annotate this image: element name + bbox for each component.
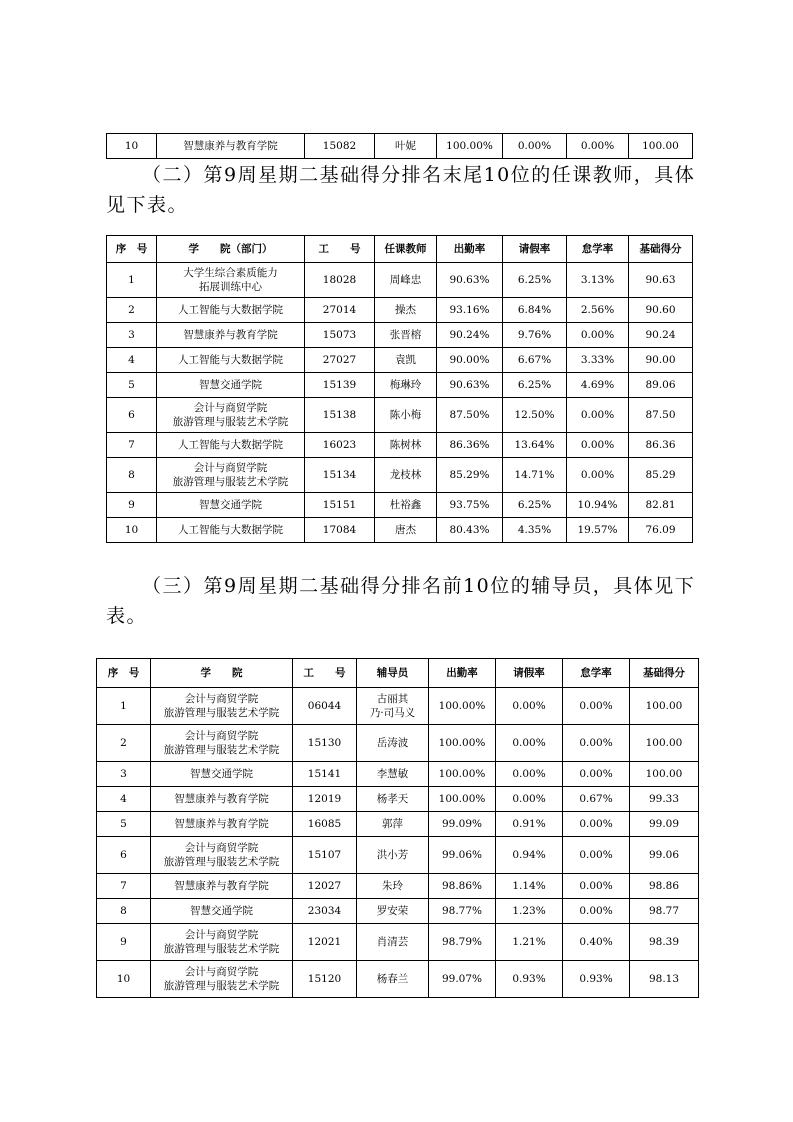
employee-id: 27027 — [305, 348, 375, 373]
truancy-rate: 0.00% — [567, 458, 629, 493]
name-cell-line: 朱玲 — [382, 880, 403, 892]
college-cell-line: 旅游管理与服装艺术学院 — [172, 476, 289, 488]
name-cell: 唐杰 — [375, 518, 437, 543]
table-row — [97, 762, 699, 787]
table-row — [107, 398, 693, 433]
college-cell — [157, 263, 305, 298]
employee-id: 17084 — [305, 518, 375, 543]
employee-id: 15107 — [293, 837, 357, 874]
college-cell-line: 智慧康养与教育学院 — [174, 880, 269, 892]
truancy-rate: 4.69% — [567, 373, 629, 398]
section2-heading: （二）第9周星期二基础得分排名末尾10位的任课教师，具体见下表。 — [106, 164, 696, 216]
employee-id: 15151 — [305, 493, 375, 518]
table-row — [97, 899, 699, 924]
college-cell — [157, 373, 305, 398]
column-header: 序 号 — [97, 659, 151, 688]
college-cell-line: 智慧交通学院 — [190, 905, 253, 917]
attendance-rate: 93.16% — [437, 298, 503, 323]
name-cell — [357, 787, 429, 812]
row-number: 1 — [107, 263, 157, 298]
college-cell — [151, 725, 293, 762]
college-cell-line: 智慧交通学院 — [199, 499, 262, 511]
base-score: 82.81 — [629, 493, 693, 518]
college-cell — [157, 518, 305, 543]
college-cell — [157, 458, 305, 493]
college-cell — [151, 874, 293, 899]
truancy-rate: 0.00% — [563, 899, 630, 924]
table-row — [97, 837, 699, 874]
truancy-rate: 0.00% — [567, 433, 629, 458]
name-cell: 袁凯 — [375, 348, 437, 373]
base-score: 76.09 — [629, 518, 693, 543]
attendance-rate: 100.00% — [437, 134, 503, 159]
employee-id: 15082 — [305, 134, 375, 159]
college-cell-line: 拓展训练中心 — [199, 281, 262, 293]
employee-id: 15120 — [293, 961, 357, 998]
attendance-rate: 87.50% — [437, 398, 503, 433]
table-header-row — [97, 659, 699, 688]
row-number: 9 — [107, 493, 157, 518]
employee-id: 15139 — [305, 373, 375, 398]
name-cell — [357, 688, 429, 725]
attendance-rate: 90.63% — [437, 263, 503, 298]
column-header: 出勤率 — [437, 236, 503, 263]
attendance-rate: 100.00% — [429, 688, 496, 725]
row-number: 8 — [107, 458, 157, 493]
name-cell-line: 李慧敏 — [376, 768, 409, 780]
truancy-rate: 10.94% — [567, 493, 629, 518]
college-cell-line: 人工智能与大数据学院 — [178, 304, 283, 316]
table-row — [97, 961, 699, 998]
attendance-rate: 98.86% — [429, 874, 496, 899]
table-row — [107, 323, 693, 348]
college-cell-line: 智慧康养与教育学院 — [174, 793, 269, 805]
column-header: 工 号 — [293, 659, 357, 688]
employee-id: 15138 — [305, 398, 375, 433]
attendance-rate: 98.79% — [429, 924, 496, 961]
name-cell-line: 罗安荣 — [376, 905, 409, 917]
table-row — [107, 518, 693, 543]
name-cell-line: 岳涛波 — [376, 737, 409, 749]
college-cell-line: 会计与商贸学院 — [184, 730, 259, 742]
employee-id: 06044 — [293, 688, 357, 725]
base-score: 87.50 — [629, 398, 693, 433]
base-score: 98.13 — [630, 961, 699, 998]
truancy-rate: 0.40% — [563, 924, 630, 961]
name-cell: 周峰忠 — [375, 263, 437, 298]
row-number: 7 — [107, 433, 157, 458]
college-cell-line: 会计与商贸学院 — [184, 929, 259, 941]
row-number: 9 — [97, 924, 151, 961]
row-number: 10 — [97, 961, 151, 998]
attendance-rate: 100.00% — [429, 787, 496, 812]
table-row — [97, 725, 699, 762]
base-score: 98.39 — [630, 924, 699, 961]
college-cell — [157, 398, 305, 433]
table-row — [107, 348, 693, 373]
row-number: 6 — [107, 398, 157, 433]
row-number: 10 — [107, 518, 157, 543]
college-cell — [151, 762, 293, 787]
college-cell — [151, 899, 293, 924]
truancy-rate: 0.67% — [563, 787, 630, 812]
college-cell — [151, 924, 293, 961]
leave-rate: 6.67% — [503, 348, 567, 373]
base-score: 90.00 — [629, 348, 693, 373]
employee-id: 12019 — [293, 787, 357, 812]
truancy-rate: 0.00% — [563, 812, 630, 837]
row-number: 2 — [107, 298, 157, 323]
column-header: 请假率 — [496, 659, 563, 688]
leave-rate: 14.71% — [503, 458, 567, 493]
name-cell-line: 杨孝天 — [376, 793, 409, 805]
column-header: 出勤率 — [429, 659, 496, 688]
leave-rate: 6.25% — [503, 373, 567, 398]
name-cell-line: 古丽其 — [376, 693, 409, 705]
leave-rate: 4.35% — [503, 518, 567, 543]
table-row — [107, 458, 693, 493]
attendance-rate: 98.77% — [429, 899, 496, 924]
leave-rate: 0.00% — [496, 725, 563, 762]
college-cell — [157, 298, 305, 323]
name-cell — [357, 725, 429, 762]
truancy-rate: 0.93% — [563, 961, 630, 998]
table-row — [107, 134, 693, 159]
base-score: 100.00 — [630, 688, 699, 725]
leave-rate: 0.00% — [496, 787, 563, 812]
college-cell — [157, 493, 305, 518]
row-number: 4 — [97, 787, 151, 812]
name-cell: 陈小梅 — [375, 398, 437, 433]
leave-rate: 12.50% — [503, 398, 567, 433]
college-cell-line: 会计与商贸学院 — [184, 693, 259, 705]
attendance-rate: 90.00% — [437, 348, 503, 373]
college-cell: 智慧康养与教育学院 — [157, 134, 305, 159]
truancy-rate: 0.00% — [567, 323, 629, 348]
leave-rate: 0.00% — [503, 134, 567, 159]
table-row — [97, 924, 699, 961]
column-header: 任课教师 — [375, 236, 437, 263]
name-cell: 杜裕鑫 — [375, 493, 437, 518]
college-cell-line: 旅游管理与服装艺术学院 — [163, 856, 280, 868]
base-score: 90.63 — [629, 263, 693, 298]
attendance-rate: 90.24% — [437, 323, 503, 348]
row-number: 3 — [97, 762, 151, 787]
attendance-rate: 99.06% — [429, 837, 496, 874]
row-number: 7 — [97, 874, 151, 899]
college-cell-line: 旅游管理与服装艺术学院 — [163, 943, 280, 955]
employee-id: 16023 — [305, 433, 375, 458]
college-cell-line: 旅游管理与服装艺术学院 — [163, 744, 280, 756]
truancy-rate: 0.00% — [563, 725, 630, 762]
leave-rate: 1.23% — [496, 899, 563, 924]
college-cell-line: 智慧交通学院 — [199, 379, 262, 391]
section3-heading: （三）第9周星期二基础得分排名前10位的辅导员，具体见下表。 — [106, 575, 696, 627]
table-row — [97, 688, 699, 725]
row-number: 6 — [97, 837, 151, 874]
previous-table-last-row — [106, 133, 693, 159]
column-header: 学 院（部门） — [157, 236, 305, 263]
truancy-rate: 0.00% — [563, 837, 630, 874]
column-header: 学 院 — [151, 659, 293, 688]
base-score: 99.33 — [630, 787, 699, 812]
attendance-rate: 100.00% — [429, 725, 496, 762]
employee-id: 18028 — [305, 263, 375, 298]
table-row — [107, 433, 693, 458]
row-number: 5 — [97, 812, 151, 837]
base-score: 99.06 — [630, 837, 699, 874]
college-cell-line: 旅游管理与服装艺术学院 — [172, 416, 289, 428]
table-row — [107, 263, 693, 298]
row-number: 2 — [97, 725, 151, 762]
name-cell: 梅琳玲 — [375, 373, 437, 398]
attendance-rate: 90.63% — [437, 373, 503, 398]
leave-rate: 9.76% — [503, 323, 567, 348]
college-cell — [151, 812, 293, 837]
college-cell-line: 旅游管理与服装艺术学院 — [163, 980, 280, 992]
name-cell — [357, 899, 429, 924]
row-number: 10 — [107, 134, 157, 159]
employee-id: 12021 — [293, 924, 357, 961]
row-number: 5 — [107, 373, 157, 398]
attendance-rate: 85.29% — [437, 458, 503, 493]
column-header: 怠学率 — [563, 659, 630, 688]
college-cell-line: 人工智能与大数据学院 — [178, 439, 283, 451]
employee-id: 16085 — [293, 812, 357, 837]
leave-rate: 0.91% — [496, 812, 563, 837]
attendance-rate: 100.00% — [429, 762, 496, 787]
column-header: 请假率 — [503, 236, 567, 263]
column-header: 序 号 — [107, 236, 157, 263]
table-row — [107, 493, 693, 518]
base-score: 98.77 — [630, 899, 699, 924]
truancy-rate: 0.00% — [563, 762, 630, 787]
college-cell — [157, 323, 305, 348]
employee-id: 23034 — [293, 899, 357, 924]
attendance-rate: 99.07% — [429, 961, 496, 998]
table-row — [97, 812, 699, 837]
truancy-rate: 19.57% — [567, 518, 629, 543]
truancy-rate: 3.33% — [567, 348, 629, 373]
college-cell-line: 人工智能与大数据学院 — [178, 354, 283, 366]
truancy-rate: 3.13% — [567, 263, 629, 298]
name-cell-line: 杨春兰 — [376, 973, 409, 985]
college-cell-line: 智慧康养与教育学院 — [183, 329, 278, 341]
college-cell-line: 会计与商贸学院 — [193, 462, 268, 474]
employee-id: 15073 — [305, 323, 375, 348]
column-header: 基础得分 — [629, 236, 693, 263]
base-score: 99.09 — [630, 812, 699, 837]
college-cell-line: 智慧交通学院 — [190, 768, 253, 780]
column-header: 工 号 — [305, 236, 375, 263]
college-cell-line: 旅游管理与服装艺术学院 — [163, 707, 280, 719]
employee-id: 15134 — [305, 458, 375, 493]
leave-rate: 0.00% — [496, 762, 563, 787]
truancy-rate: 2.56% — [567, 298, 629, 323]
row-number: 4 — [107, 348, 157, 373]
column-header: 怠学率 — [567, 236, 629, 263]
truancy-rate: 0.00% — [567, 134, 629, 159]
college-cell — [151, 961, 293, 998]
leave-rate: 6.25% — [503, 493, 567, 518]
table-header-row — [107, 236, 693, 263]
row-number: 8 — [97, 899, 151, 924]
college-cell — [151, 837, 293, 874]
employee-id: 15130 — [293, 725, 357, 762]
base-score: 90.24 — [629, 323, 693, 348]
row-number: 3 — [107, 323, 157, 348]
truancy-rate: 0.00% — [567, 398, 629, 433]
college-cell — [151, 688, 293, 725]
base-score: 100.00 — [630, 762, 699, 787]
name-cell: 龙枝林 — [375, 458, 437, 493]
attendance-rate: 86.36% — [437, 433, 503, 458]
leave-rate: 1.14% — [496, 874, 563, 899]
leave-rate: 6.25% — [503, 263, 567, 298]
leave-rate: 6.84% — [503, 298, 567, 323]
employee-id: 12027 — [293, 874, 357, 899]
counselor-ranking-table — [96, 658, 699, 998]
base-score: 89.06 — [629, 373, 693, 398]
name-cell — [357, 812, 429, 837]
attendance-rate: 99.09% — [429, 812, 496, 837]
name-cell-line: 乃·司马义 — [369, 707, 416, 719]
name-cell — [357, 961, 429, 998]
college-cell-line: 人工智能与大数据学院 — [178, 524, 283, 536]
college-cell — [157, 348, 305, 373]
truancy-rate: 0.00% — [563, 874, 630, 899]
college-cell-line: 会计与商贸学院 — [184, 842, 259, 854]
name-cell-line: 肖清芸 — [376, 936, 409, 948]
leave-rate: 0.94% — [496, 837, 563, 874]
name-cell — [357, 924, 429, 961]
name-cell — [357, 762, 429, 787]
base-score: 100.00 — [630, 725, 699, 762]
college-cell — [151, 787, 293, 812]
attendance-rate: 93.75% — [437, 493, 503, 518]
name-cell — [357, 874, 429, 899]
table-row — [107, 373, 693, 398]
base-score: 85.29 — [629, 458, 693, 493]
leave-rate: 0.93% — [496, 961, 563, 998]
college-cell — [157, 433, 305, 458]
column-header: 基础得分 — [630, 659, 699, 688]
table-row — [97, 874, 699, 899]
college-cell-line: 大学生综合素质能力 — [183, 267, 278, 279]
column-header: 辅导员 — [357, 659, 429, 688]
truancy-rate: 0.00% — [563, 688, 630, 725]
leave-rate: 1.21% — [496, 924, 563, 961]
name-cell: 张晋榕 — [375, 323, 437, 348]
table-row — [107, 298, 693, 323]
college-cell-line: 智慧康养与教育学院 — [174, 818, 269, 830]
leave-rate: 0.00% — [496, 688, 563, 725]
name-cell-line: 洪小芳 — [376, 849, 409, 861]
employee-id: 15141 — [293, 762, 357, 787]
name-cell: 陈树林 — [375, 433, 437, 458]
table-row — [97, 787, 699, 812]
college-cell-line: 会计与商贸学院 — [193, 402, 268, 414]
base-score: 90.60 — [629, 298, 693, 323]
college-cell-line: 会计与商贸学院 — [184, 966, 259, 978]
employee-id: 27014 — [305, 298, 375, 323]
name-cell-line: 郭萍 — [382, 818, 403, 830]
leave-rate: 13.64% — [503, 433, 567, 458]
name-cell: 叶妮 — [375, 134, 437, 159]
row-number: 1 — [97, 688, 151, 725]
base-score: 86.36 — [629, 433, 693, 458]
teacher-ranking-table — [106, 235, 693, 543]
name-cell: 操杰 — [375, 298, 437, 323]
base-score: 98.86 — [630, 874, 699, 899]
attendance-rate: 80.43% — [437, 518, 503, 543]
name-cell — [357, 837, 429, 874]
base-score: 100.00 — [629, 134, 693, 159]
